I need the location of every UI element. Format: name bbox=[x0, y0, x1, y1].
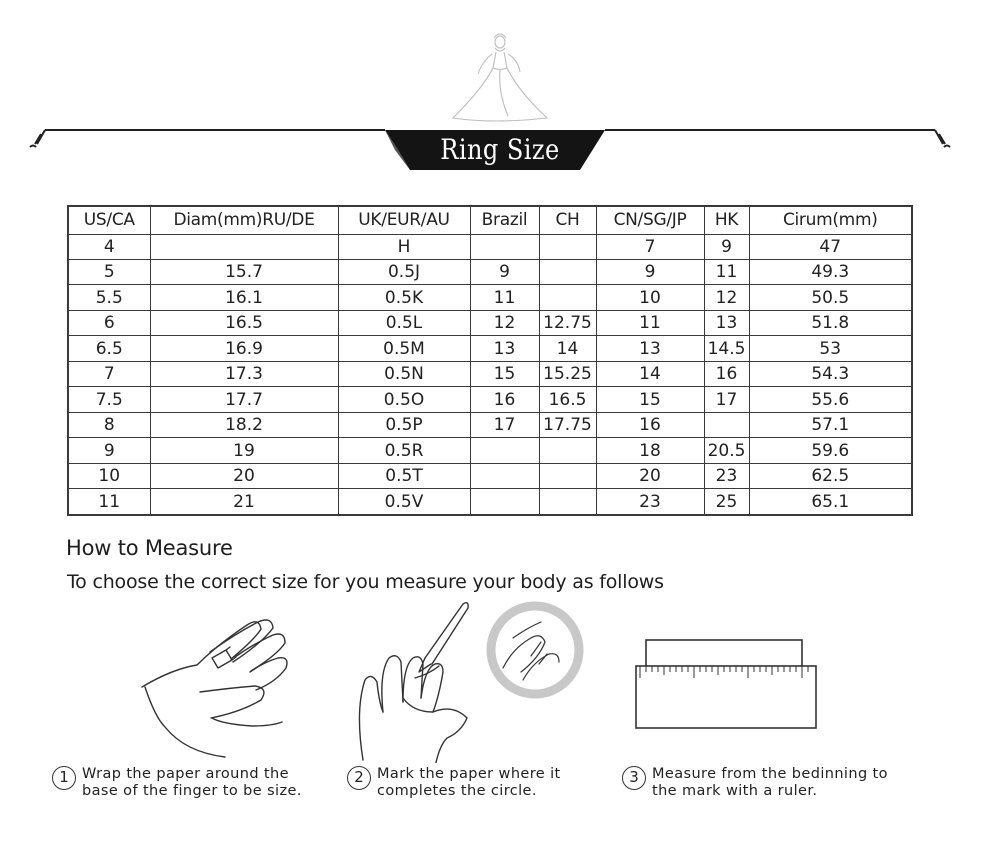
step-1-number: 1 bbox=[52, 766, 76, 790]
table-cell: 55.6 bbox=[749, 387, 912, 412]
table-row bbox=[68, 463, 912, 488]
table-cell: 17 bbox=[470, 412, 539, 437]
table-cell: 6.5 bbox=[68, 336, 150, 361]
table-cell bbox=[470, 489, 539, 515]
table-row bbox=[68, 259, 912, 284]
table-cell bbox=[539, 234, 596, 259]
table-cell: 5 bbox=[68, 259, 150, 284]
how-to-measure-title: How to Measure bbox=[66, 536, 233, 560]
table-cell: 14 bbox=[596, 361, 704, 386]
table-cell: 51.8 bbox=[749, 310, 912, 335]
table-cell: 9 bbox=[596, 259, 704, 284]
header-diam: Diam(mm)RU/DE bbox=[150, 206, 338, 234]
table-cell: 16 bbox=[596, 412, 704, 437]
table-cell: 17.7 bbox=[150, 387, 338, 412]
table-cell: 7 bbox=[596, 234, 704, 259]
table-cell bbox=[539, 463, 596, 488]
table-row bbox=[68, 387, 912, 412]
table-cell: 4 bbox=[68, 234, 150, 259]
table-cell: 50.5 bbox=[749, 285, 912, 310]
table-cell: 7 bbox=[68, 361, 150, 386]
table-cell: 23 bbox=[704, 463, 749, 488]
page-title: Ring Size bbox=[440, 133, 560, 166]
table-row bbox=[68, 310, 912, 335]
table-cell: 23 bbox=[596, 489, 704, 515]
table-cell: 9 bbox=[704, 234, 749, 259]
header-circum: Cirum(mm) bbox=[749, 206, 912, 234]
table-cell: 49.3 bbox=[749, 259, 912, 284]
table-cell: 0.5N bbox=[338, 361, 470, 386]
table-cell: 6 bbox=[68, 310, 150, 335]
table-cell: 13 bbox=[704, 310, 749, 335]
table-cell bbox=[470, 463, 539, 488]
step-3 bbox=[622, 766, 888, 800]
table-cell: 15 bbox=[470, 361, 539, 386]
table-cell bbox=[470, 438, 539, 463]
table-cell: 9 bbox=[470, 259, 539, 284]
table-cell bbox=[539, 259, 596, 284]
table-cell: 53 bbox=[749, 336, 912, 361]
step-1 bbox=[52, 766, 302, 800]
table-cell: 0.5R bbox=[338, 438, 470, 463]
ruler-illustration bbox=[634, 638, 819, 733]
table-cell: 59.6 bbox=[749, 438, 912, 463]
header-hk: HK bbox=[704, 206, 749, 234]
table-cell: 12 bbox=[470, 310, 539, 335]
how-to-measure-subtitle: To choose the correct size for you measure your body as follows bbox=[67, 571, 664, 593]
table-cell: 0.5L bbox=[338, 310, 470, 335]
table-row bbox=[68, 412, 912, 437]
table-cell: 16.9 bbox=[150, 336, 338, 361]
header-ch: CH bbox=[539, 206, 596, 234]
table-cell: 16 bbox=[704, 361, 749, 386]
table-cell: 0.5P bbox=[338, 412, 470, 437]
step-2 bbox=[347, 766, 561, 800]
table-cell: 17.3 bbox=[150, 361, 338, 386]
table-row bbox=[68, 336, 912, 361]
table-cell: 54.3 bbox=[749, 361, 912, 386]
header-cn-sg-jp: CN/SG/JP bbox=[596, 206, 704, 234]
table-row bbox=[68, 361, 912, 386]
hand-mark-illustration bbox=[355, 598, 585, 763]
table-cell: 9 bbox=[68, 438, 150, 463]
table-row bbox=[68, 489, 912, 515]
table-cell: 8 bbox=[68, 412, 150, 437]
table-cell: 14.5 bbox=[704, 336, 749, 361]
table-cell: 13 bbox=[470, 336, 539, 361]
table-cell: 25 bbox=[704, 489, 749, 515]
table-cell: 18 bbox=[596, 438, 704, 463]
table-cell: 11 bbox=[704, 259, 749, 284]
table-cell: 11 bbox=[596, 310, 704, 335]
header-uk-eur-au: UK/EUR/AU bbox=[338, 206, 470, 234]
table-cell: 57.1 bbox=[749, 412, 912, 437]
table-cell: 10 bbox=[68, 463, 150, 488]
step-3-number: 3 bbox=[622, 766, 646, 790]
table-cell: 20 bbox=[150, 463, 338, 488]
table-cell: 0.5K bbox=[338, 285, 470, 310]
table-cell bbox=[539, 285, 596, 310]
table-cell: 0.5T bbox=[338, 463, 470, 488]
step-1-text: Wrap the paper around the base of the finger to be size. bbox=[82, 766, 302, 799]
step-2-number: 2 bbox=[347, 766, 371, 790]
table-header-row bbox=[68, 206, 912, 234]
table-cell: 7.5 bbox=[68, 387, 150, 412]
table-row bbox=[68, 285, 912, 310]
table-cell bbox=[539, 489, 596, 515]
table-row bbox=[68, 234, 912, 259]
table-cell: 16.1 bbox=[150, 285, 338, 310]
table-cell bbox=[150, 234, 338, 259]
table-cell: 15.7 bbox=[150, 259, 338, 284]
table-cell bbox=[539, 438, 596, 463]
table-cell: 0.5J bbox=[338, 259, 470, 284]
header-us-ca: US/CA bbox=[68, 206, 150, 234]
table-cell: 47 bbox=[749, 234, 912, 259]
step-2-text: Mark the paper where it completes the circle. bbox=[377, 766, 561, 799]
bride-logo bbox=[440, 28, 560, 124]
table-cell bbox=[470, 234, 539, 259]
table-cell: 21 bbox=[150, 489, 338, 515]
table-cell: 0.5V bbox=[338, 489, 470, 515]
table-cell: H bbox=[338, 234, 470, 259]
table-cell: 11 bbox=[68, 489, 150, 515]
hand-wrap-illustration bbox=[140, 612, 300, 762]
table-cell: 20 bbox=[596, 463, 704, 488]
table-cell: 14 bbox=[539, 336, 596, 361]
table-cell: 20.5 bbox=[704, 438, 749, 463]
table-cell: 62.5 bbox=[749, 463, 912, 488]
table-cell: 13 bbox=[596, 336, 704, 361]
step-3-text: Measure from the bedinning to the mark with a ruler. bbox=[652, 766, 888, 799]
table-row bbox=[68, 438, 912, 463]
table-cell: 15 bbox=[596, 387, 704, 412]
table-cell: 17 bbox=[704, 387, 749, 412]
table-cell: 0.5M bbox=[338, 336, 470, 361]
header-brazil: Brazil bbox=[470, 206, 539, 234]
table-cell: 19 bbox=[150, 438, 338, 463]
table-cell: 15.25 bbox=[539, 361, 596, 386]
table-cell: 16.5 bbox=[150, 310, 338, 335]
ring-size-table bbox=[67, 205, 913, 516]
table-cell: 12 bbox=[704, 285, 749, 310]
table-cell: 10 bbox=[596, 285, 704, 310]
table-cell: 65.1 bbox=[749, 489, 912, 515]
table-cell: 16.5 bbox=[539, 387, 596, 412]
table-cell: 18.2 bbox=[150, 412, 338, 437]
table-cell: 0.5O bbox=[338, 387, 470, 412]
table-cell: 5.5 bbox=[68, 285, 150, 310]
table-cell bbox=[704, 412, 749, 437]
table-cell: 16 bbox=[470, 387, 539, 412]
table-cell: 11 bbox=[470, 285, 539, 310]
table-cell: 17.75 bbox=[539, 412, 596, 437]
table-cell: 12.75 bbox=[539, 310, 596, 335]
